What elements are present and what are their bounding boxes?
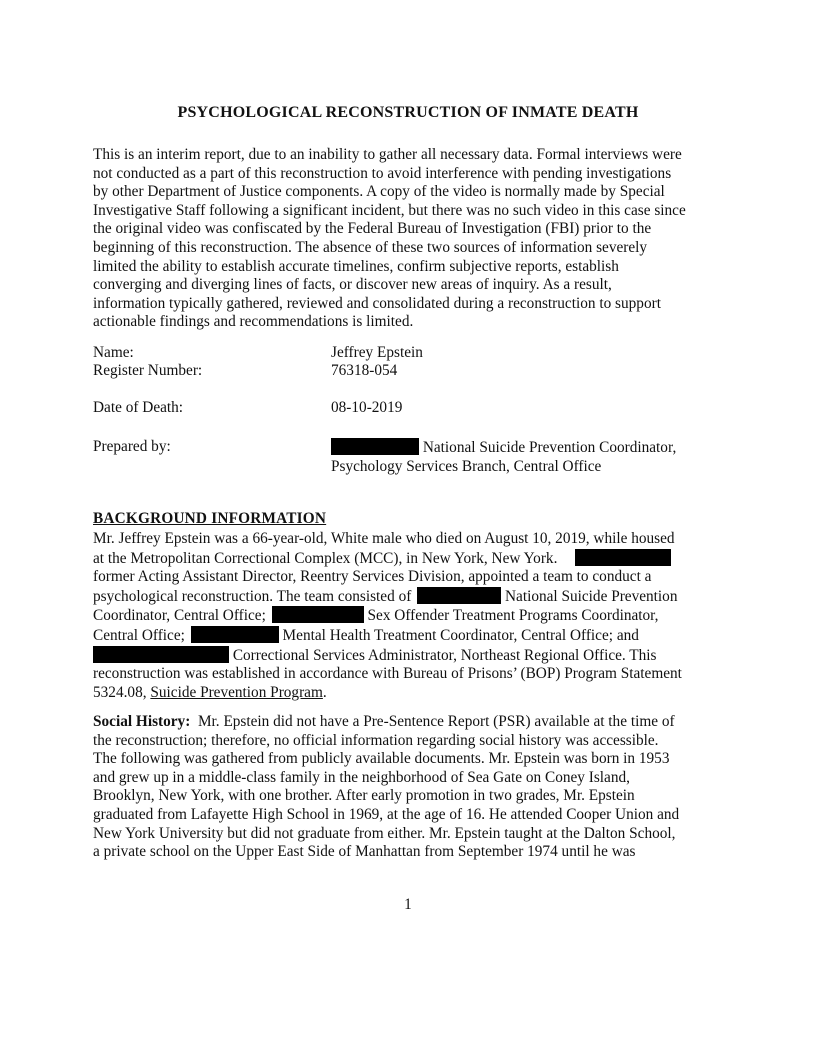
- register-number-value: 76318-054: [331, 362, 398, 379]
- background-line-text: psychological reconstruction. The team consisted of: [93, 587, 412, 605]
- social-history-line: a private school on the Upper East Side of Manhattan from September 1974 until he was: [93, 843, 636, 861]
- intro-line: This is an interim report, due to an inability to gather all necessary data. Formal interviews were: [93, 146, 682, 163]
- redaction-bar: [417, 587, 501, 604]
- intro-line: actionable findings and recommendations is limited.: [93, 313, 414, 331]
- background-line: [93, 606, 733, 626]
- intro-line: beginning of this reconstruction. The absence of these two sources of information severely: [93, 238, 648, 256]
- background-line-text: Coordinator, Central Office;: [93, 607, 266, 625]
- background-line-text: National Suicide Prevention: [504, 587, 678, 605]
- background-line: [93, 587, 733, 607]
- social-history-line: and grew up in a middle-class family in the neighborhood of Sea Gate on Coney Island,: [93, 768, 630, 786]
- social-history-line: Brooklyn, New York, with one brother. After early promotion in two grades, Mr. Epstein: [93, 787, 635, 805]
- intro-line: not conducted as a part of this reconstruction to avoid interference with pending investigations: [93, 164, 672, 182]
- background-line-text: Correctional Services Administrator, Northeast Regional Office. This: [232, 646, 657, 664]
- intro-line: converging and diverging lines of facts, or discover new areas of inquiry. As a result,: [93, 276, 612, 294]
- background-line: Mr. Jeffrey Epstein was a 66-year-old, White male who died on August 10, 2019, while housed: [93, 530, 675, 547]
- name-value: Jeffrey Epstein: [331, 344, 423, 361]
- social-history-line: The following was gathered from publicly available documents. Mr. Epstein was born in 1953: [93, 750, 670, 768]
- social-history-line: [93, 713, 733, 732]
- intro-line: limited the ability to establish accurate timelines, confirm subjective reports, establish: [93, 257, 619, 275]
- page-number: 1: [404, 896, 412, 913]
- social-history-line: the reconstruction; therefore, no official information regarding social history was accessible.: [93, 731, 659, 749]
- social-history-text: Mr. Epstein did not have a Pre-Sentence Report (PSR) available at the time of: [190, 713, 675, 730]
- background-heading: BACKGROUND INFORMATION: [93, 510, 327, 527]
- social-history-line: New York University but did not graduate from either. Mr. Epstein taught at the Dalton School,: [93, 824, 676, 842]
- intro-line: information typically gathered, reviewed and consolidated during a reconstruction to support: [93, 294, 661, 312]
- background-paragraph: [93, 530, 733, 702]
- social-history-label: Social History:: [93, 713, 191, 730]
- intro-paragraph: [93, 146, 733, 332]
- prepared-by-label: Prepared by:: [93, 438, 171, 455]
- redaction-bar: [191, 626, 279, 643]
- redaction-bar: [575, 549, 671, 566]
- name-label: Name:: [93, 344, 134, 361]
- background-line-text: .: [322, 683, 327, 701]
- date-of-death-label: Date of Death:: [93, 399, 184, 416]
- prepared-by-value: [331, 438, 676, 476]
- background-line: [93, 646, 733, 666]
- background-line: [93, 626, 733, 646]
- social-history-paragraph: [93, 713, 733, 862]
- background-line-text: 5324.08,: [93, 683, 147, 701]
- social-history-line: graduated from Lafayette High School in 1969, at the age of 16. He attended Cooper Union and: [93, 805, 680, 823]
- intro-line: the original video was confiscated by the Federal Bureau of Investigation (FBI) prior to the: [93, 220, 652, 238]
- redaction-bar: [93, 646, 229, 663]
- background-line-text: Central Office;: [93, 626, 185, 644]
- program-statement-title: Suicide Prevention Program: [150, 683, 323, 701]
- background-line: reconstruction was established in accordance with Bureau of Prisons’ (BOP) Program Statement: [93, 665, 682, 683]
- background-line-text: Sex Offender Treatment Programs Coordinator,: [367, 607, 659, 625]
- background-line: former Acting Assistant Director, Reentry Services Division, appointed a team to conduct a: [93, 568, 652, 586]
- background-line: [93, 684, 733, 703]
- redaction-bar: [272, 606, 364, 623]
- prepared-by-office: Psychology Services Branch, Central Office: [331, 457, 602, 475]
- prepared-by-title: National Suicide Prevention Coordinator,: [422, 439, 677, 456]
- background-line-text: Mental Health Treatment Coordinator, Central Office; and: [282, 626, 639, 644]
- redaction-bar: [331, 438, 419, 455]
- document-title: PSYCHOLOGICAL RECONSTRUCTION OF INMATE DEATH: [177, 104, 639, 121]
- background-line: [93, 549, 733, 569]
- intro-line: by other Department of Justice components. A copy of the video is normally made by Special: [93, 183, 665, 201]
- intro-line: Investigative Staff following a significant incident, but there was no such video in this case since: [93, 201, 686, 219]
- register-number-label: Register Number:: [93, 362, 203, 379]
- background-line-text: at the Metropolitan Correctional Complex (MCC), in New York, New York.: [93, 549, 558, 567]
- date-of-death-value: 08-10-2019: [331, 399, 403, 416]
